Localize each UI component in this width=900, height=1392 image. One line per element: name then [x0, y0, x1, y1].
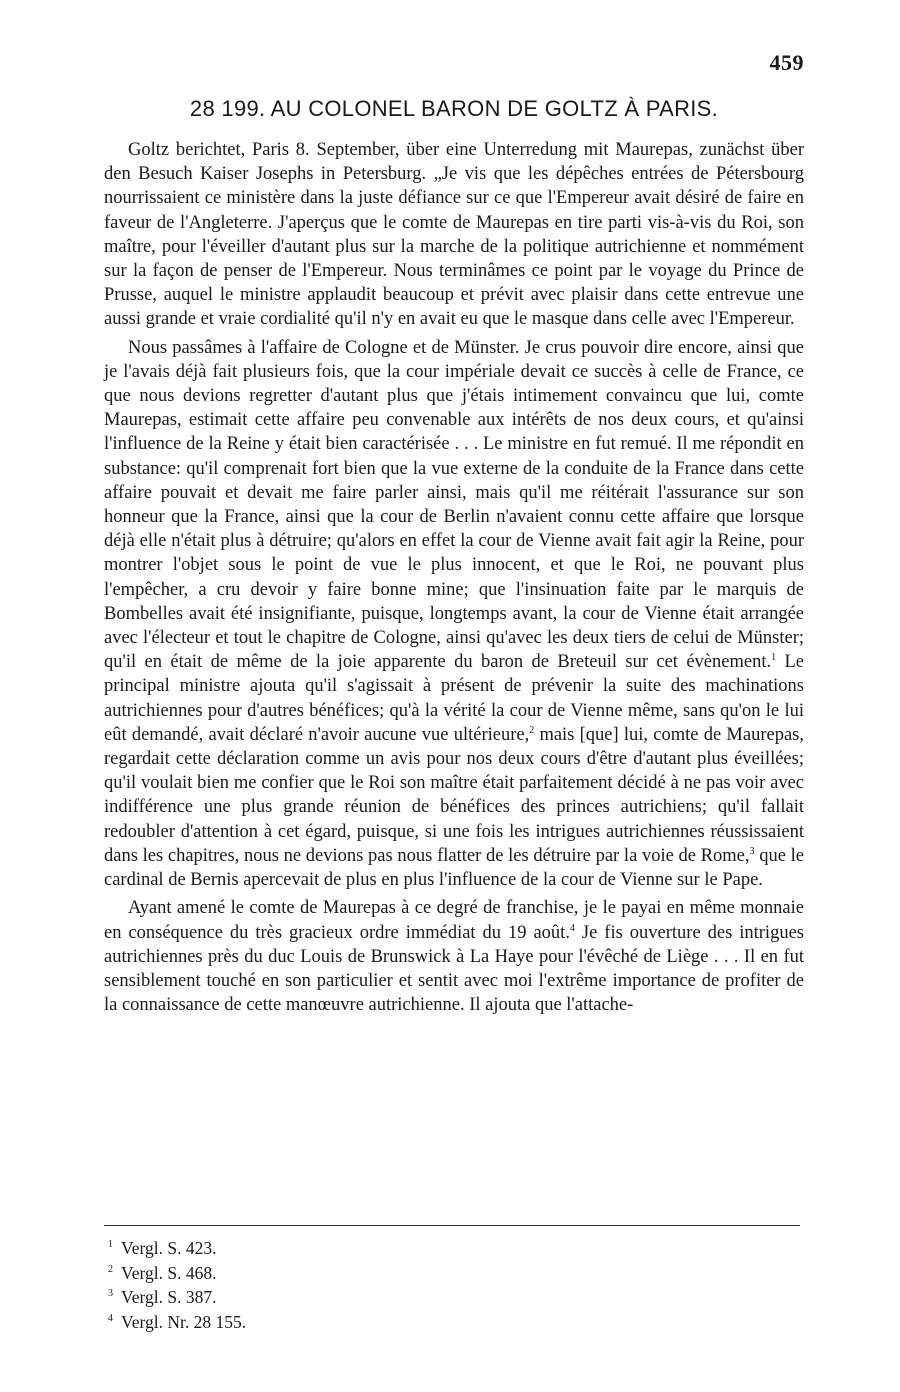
footnote-text: Vergl. Nr. 28 155. [121, 1311, 247, 1332]
text-run: Nous passâmes à l'affaire de Cologne et de Münster. Je crus pouvoir dire encore, ainsi que je l'avais déjà fait plusieurs fois, que la cour impériale devait ce succès à celle de France, ce que nous devions regretter d'autant plus que j'étais intimement convaincu que lui, comte Maurepas, estimait cette affaire peu convenable aux intérêts de nos deux cours, et qu'ainsi l'influence de la Reine y était bien caractérisée . . . Le ministre en fut remué. Il me répondit en substance: qu'il comprenait fort bien que la vue externe de la conduite de la France dans cette affaire pouvait et devait me faire parler ainsi, mais qu'il me réitérait l'assurance sur son honneur que la France, ainsi que la cour de Berlin n'avaient connu cette affaire que lorsque déjà elle n'était plus à détruire; qu'alors en effet la cour de Vienne avait fait agir la Reine, pour montrer l'objet sous le point de vue le plus innocent, et que le Roi, ne pouvant plus l'empêcher, a cru devoir y faire bonne mine; que l'insinuation faite par le marquis de Bombelles avait été insignifiante, puisque, longtemps avant, la cour de Vienne était arrangée avec l'électeur et tout le chapitre de Cologne, ainsi qu'avec les deux tiers de celui de Münster; qu'il en était de même de la joie apparente du baron de Breteuil sur cet évènement. [104, 337, 804, 673]
page-number: 459 [769, 50, 804, 75]
footnote-text: Vergl. S. 468. [121, 1262, 217, 1283]
footnote-divider [104, 1225, 800, 1226]
footnote-text: Vergl. S. 387. [121, 1287, 217, 1307]
footnote-mark: 1 [108, 1239, 113, 1250]
paragraph [104, 336, 804, 893]
footnote-text: Vergl. S. 423. [121, 1238, 217, 1258]
text-run: que le cardinal de Bernis apercevait de plus en plus l'influence de la cour de Vienne sur le Pape. [104, 845, 805, 891]
footnote [108, 1261, 708, 1286]
footnotes [108, 1236, 708, 1334]
footnote-ref[interactable]: 2 [529, 724, 535, 736]
body-text [104, 138, 804, 1021]
text-run: Je fis ouverture des intrigues autrichiennes près du duc Louis de Brunswick à La Haye pour l'évêché de Liège . . . Il en fut sensiblement touché en son particulier et sentit avec moi l'extrême importance de profiter de la connaissance de cette manœuvre autrichienne. Il ajouta que l'attache- [104, 922, 804, 1016]
text-run: Le principal ministre ajouta qu'il s'agissait à présent de prévenir la suite des machinations autrichiennes pour d'autres bénéfices; qu'à la vérité la cour de Vienne même, sans qu'on le lui eût demandé, avait déclaré n'avoir aucune vue ultérieure, [104, 652, 805, 745]
footnote [108, 1236, 708, 1261]
text-run: Goltz berichtet, Paris 8. September, über eine Unterredung mit Maurepas, zunächst über den Besuch Kaiser Josephs in Petersburg. „Je vis que les dépêches entrées de Pétersbourg nourrissaient ce ministère dans la juste défiance sur ce que l'Empereur avait désiré de faire en faveur de l'Angleterre. J'aperçus que le comte de Maurepas en tire parti vis-à-vis du Roi, son maître, pour l'éveiller d'autant plus sur la marche de la politique autrichienne et nommément sur la façon de penser de l'Empereur. Nous terminâmes ce point par le voyage du Prince de Prusse, auquel le ministre applaudit beaucoup et prévit avec plaisir dans cette entrevue une aussi grande et vraie cordialité qu'il n'y en avait eu que le masque dans celle avec l'Empereur. [104, 140, 804, 330]
footnote-ref[interactable]: 1 [771, 652, 777, 664]
footnote-mark: 3 [108, 1288, 113, 1299]
text-run: Ayant amené le comte de Maurepas à ce degré de franchise, je le payai en même monnaie en conséquence du très gracieux ordre immédiat du 19 août. [104, 898, 804, 943]
footnote-mark: 4 [108, 1312, 113, 1324]
footnote-mark: 2 [108, 1263, 113, 1275]
letter-title: 28 199. AU COLONEL BARON DE GOLTZ À PARIS. [189, 96, 719, 121]
text-run: mais [que] lui, comte de Maurepas, regardait cette déclaration comme un avis pour nos deux cours d'être d'autant plus éveillées; qu'il voulait bien me confier que le Roi son maître était parfaitement décidé à ne pas voir avec indifférence une plus grande réunion de bénéfices des princes autrichiens; qu'il fallait redoubler d'attention à cet égard, puisque, si une fois les intrigues autrichiennes réussissaient dans les chapitres, nous ne devions pas nous flatter de les détruire par la voie de Rome, [104, 724, 804, 866]
footnote-ref[interactable]: 4 [569, 922, 575, 934]
footnote-ref[interactable]: 3 [749, 845, 755, 857]
footnote [108, 1285, 708, 1310]
footnote [108, 1310, 708, 1335]
paragraph [104, 138, 804, 332]
paragraph [104, 896, 804, 1017]
